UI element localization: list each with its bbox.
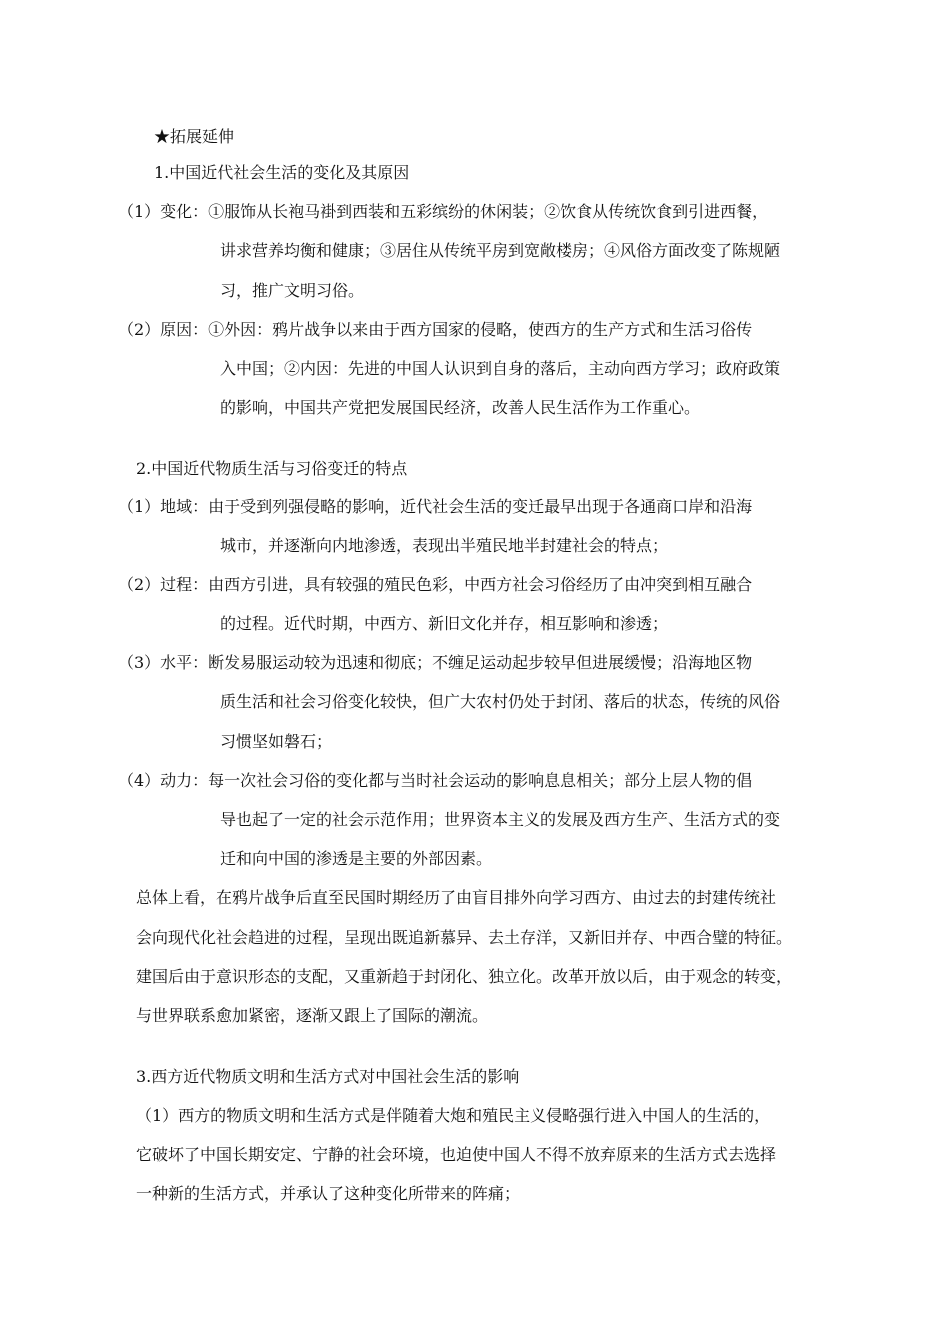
section-2-item-2-line-2: 的过程。近代时期，中西方、新旧文化并存，相互影响和渗透； [220,614,669,633]
section-2-title: 2.中国近代物质生活与习俗变迁的特点 [136,459,408,478]
section-1-item-2-line-2: 入中国；②内因：先进的中国人认识到自身的落后，主动向西方学习；政府政策 [220,359,781,378]
section-2-summary-line-1: 总体上看，在鸦片战争后直至民国时期经历了由盲目排外向学习西方、由过去的封建传统社 [136,888,777,907]
section-3-item-1-line-2: 它破坏了中国长期安定、宁静的社会环境，也迫使中国人不得不放弃原来的生活方式去选择 [136,1145,777,1164]
section-1-item-1-line-3: 习，推广文明习俗。 [220,281,365,300]
section-2-item-1-line-1: （1）地域：由于受到列强侵略的影响，近代社会生活的变迁最早出现于各通商口岸和沿海 [118,497,753,516]
section-2-item-3-line-2: 质生活和社会习俗变化较快，但广大农村仍处于封闭、落后的状态，传统的风俗 [220,692,781,711]
section-3-title: 3.西方近代物质文明和生活方式对中国社会生活的影响 [136,1067,520,1086]
section-2-summary-line-2: 会向现代化社会趋进的过程，呈现出既追新慕异、去土存洋，又新旧并存、中西合璧的特征。 [136,928,793,947]
section-2-summary-line-3: 建国后由于意识形态的支配，又重新趋于封闭化、独立化。改革开放以后，由于观念的转变， [136,967,793,986]
section-1-item-1-line-2: 讲求营养均衡和健康；③居住从传统平房到宽敞楼房；④风俗方面改变了陈规陋 [220,241,781,260]
section-3-item-1-line-1: （1）西方的物质文明和生活方式是伴随着大炮和殖民主义侵略强行进入中国人的生活的， [136,1106,771,1125]
section-heading: ★拓展延伸 [154,127,235,146]
section-2-item-2-line-1: （2）过程：由西方引进，具有较强的殖民色彩，中西方社会习俗经历了由冲突到相互融合 [118,575,753,594]
section-1-item-2-line-3: 的影响，中国共产党把发展国民经济，改善人民生活作为工作重心。 [220,398,701,417]
section-2-item-4-line-2: 导也起了一定的社会示范作用；世界资本主义的发展及西方生产、生活方式的变 [220,810,781,829]
section-1-title: 1.中国近代社会生活的变化及其原因 [154,163,410,182]
section-2-item-3-line-3: 习惯坚如磐石； [220,732,333,751]
section-2-item-4-line-3: 迁和向中国的渗透是主要的外部因素。 [220,849,493,868]
section-1-item-1-line-1: （1）变化：①服饰从长袍马褂到西装和五彩缤纷的休闲装；②饮食从传统饮食到引进西餐， [118,202,769,221]
section-3-item-1-line-3: 一种新的生活方式，并承认了这种变化所带来的阵痛； [136,1184,521,1203]
section-2-item-4-line-1: （4）动力：每一次社会习俗的变化都与当时社会运动的影响息息相关；部分上层人物的倡 [118,771,753,790]
section-2-item-3-line-1: （3）水平：断发易服运动较为迅速和彻底；不缠足运动起步较早但进展缓慢；沿海地区物 [118,653,753,672]
section-1-item-2-line-1: （2）原因：①外因：鸦片战争以来由于西方国家的侵略，使西方的生产方式和生活习俗传 [118,320,753,339]
section-2-item-1-line-2: 城市，并逐渐向内地渗透，表现出半殖民地半封建社会的特点； [220,536,669,555]
section-2-summary-line-4: 与世界联系愈加紧密，逐渐又跟上了国际的潮流。 [136,1006,489,1025]
